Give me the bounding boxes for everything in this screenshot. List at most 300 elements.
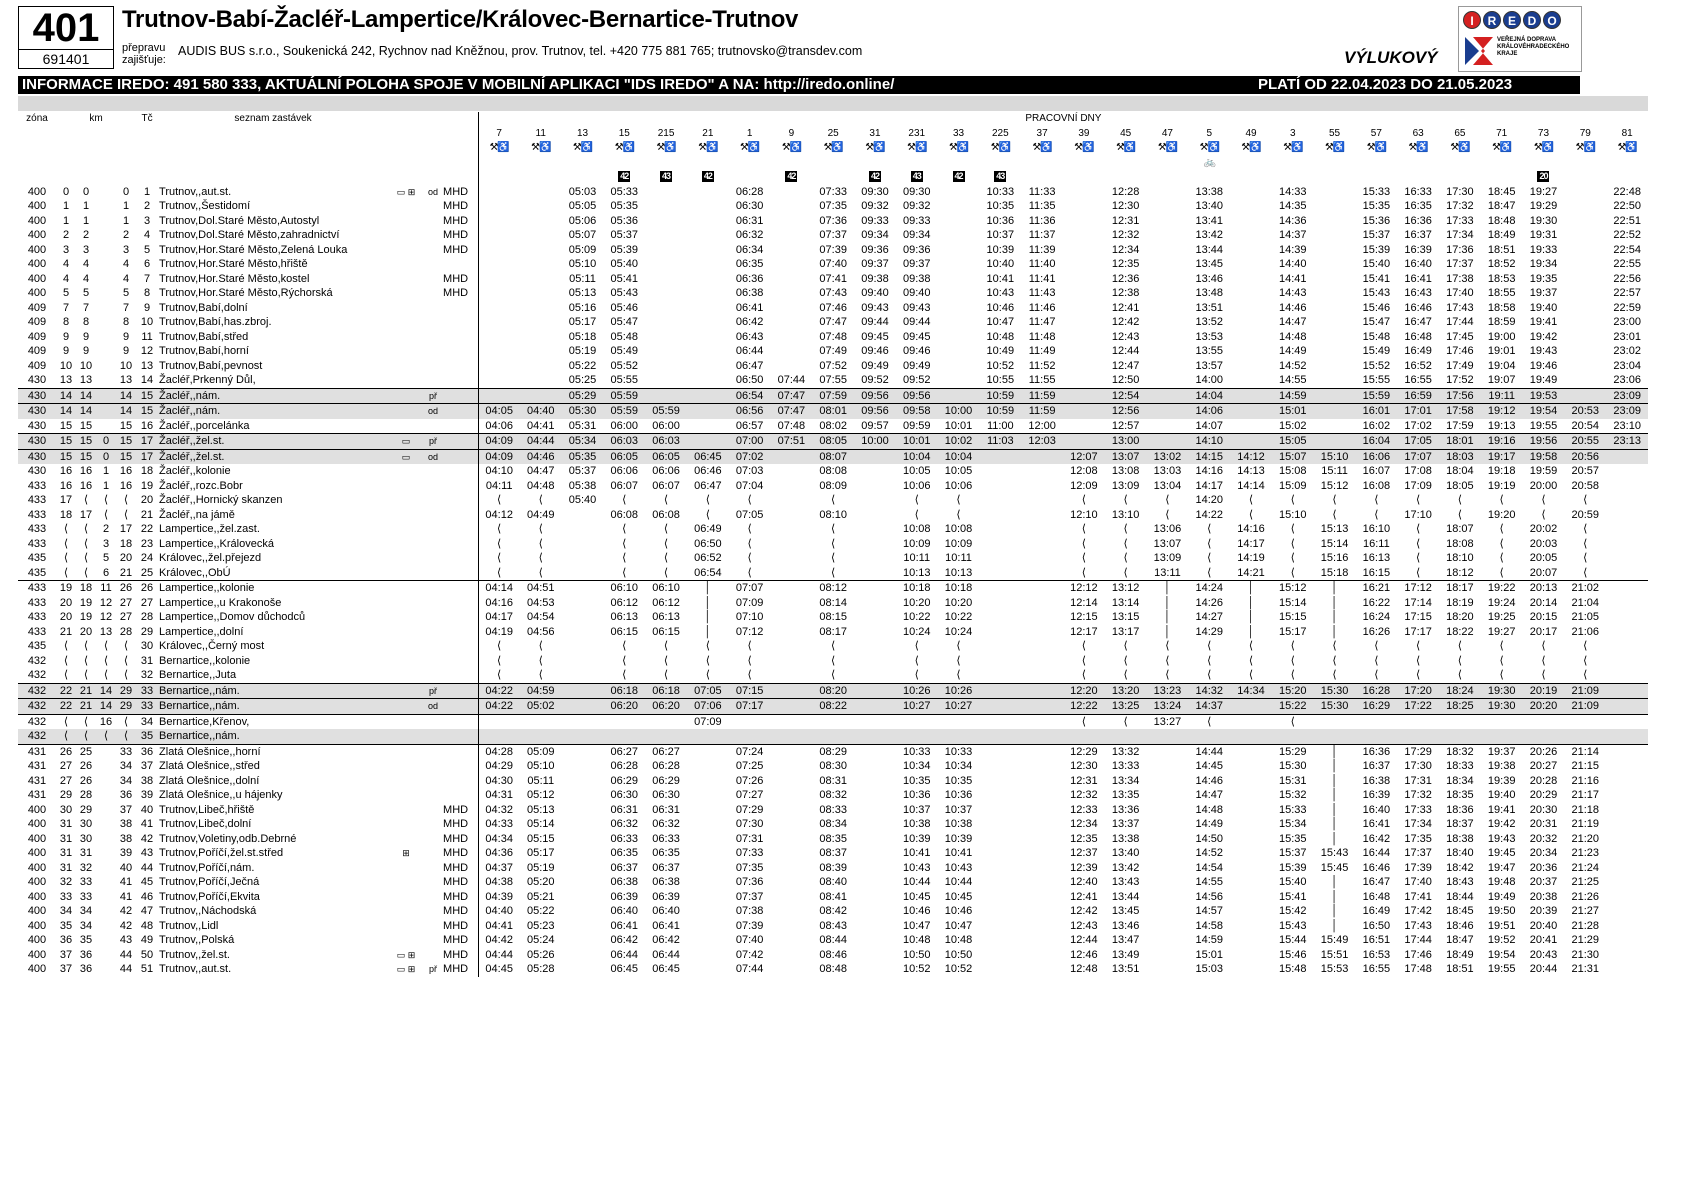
departure-time: 09:56 <box>854 388 896 404</box>
departure-time: 05:34 <box>562 434 604 450</box>
departure-time: 07:37 <box>735 890 764 903</box>
departure-time <box>1063 286 1105 301</box>
departure-time: 15:34 <box>1279 818 1307 830</box>
bicycle-icon <box>1147 156 1189 171</box>
departure-time <box>1564 185 1606 200</box>
departure-time: 17:07 <box>1397 449 1439 464</box>
stop-row <box>18 610 1648 625</box>
departure-time: ⟨ <box>1123 552 1128 564</box>
departure-time: ⟨ <box>1374 654 1379 667</box>
departure-time: ⟨ <box>1081 640 1087 652</box>
departure-time: 13:44 <box>1195 243 1223 256</box>
departure-time: ⟨ <box>538 566 543 579</box>
departure-time <box>1063 315 1105 330</box>
departure-time: 15:49 <box>1320 934 1349 946</box>
departure-time: │ <box>1331 803 1338 816</box>
bicycle-icon <box>854 156 896 171</box>
departure-time: │ <box>1247 611 1255 623</box>
departure-time <box>979 537 1021 552</box>
departure-time: ⟨ <box>622 537 627 550</box>
stop-number: 39 <box>140 789 154 801</box>
departure-time: 15:44 <box>1279 934 1307 946</box>
departure-time: ⟨ <box>622 669 627 681</box>
departure-time: │ <box>1331 611 1338 623</box>
departure-time <box>645 228 687 243</box>
departure-time: 12:31 <box>1070 774 1098 787</box>
departure-time <box>687 803 729 818</box>
mhd-label <box>442 596 478 611</box>
departure-time <box>1606 803 1648 818</box>
departure-time: 10:38 <box>902 818 931 830</box>
departure-time: 08:01 <box>812 404 854 419</box>
arr-dep <box>424 933 442 948</box>
departure-time: 12:07 <box>1063 449 1105 464</box>
departure-time: 10:22 <box>902 611 931 623</box>
workday-wheelchair-icon: ⚒♿ <box>823 142 843 153</box>
departure-time: 20:20 <box>1523 699 1565 715</box>
km: 36 <box>79 963 93 975</box>
km: 16 <box>59 465 73 477</box>
stop-symbol-icon: ⊞ <box>402 848 410 858</box>
departure-time: ⟨ <box>956 654 961 667</box>
departure-time <box>812 714 854 729</box>
departure-time <box>562 744 604 759</box>
arr-dep <box>424 199 442 214</box>
departure-time: 21:27 <box>1571 905 1600 917</box>
departure-time <box>1147 875 1189 890</box>
departure-time: 08:14 <box>819 596 847 609</box>
departure-time <box>979 962 1021 977</box>
bicycle-icon <box>1355 156 1397 171</box>
departure-time <box>1606 668 1648 683</box>
stop-symbol-icon <box>388 566 424 581</box>
departure-time <box>687 301 729 316</box>
arr-dep <box>424 581 442 596</box>
workday-wheelchair-icon: ⚒♿ <box>1074 142 1094 153</box>
departure-time: 18:01 <box>1439 434 1481 450</box>
departure-time: 18:36 <box>1446 803 1474 816</box>
mhd-label: MHD <box>443 847 469 859</box>
departure-time <box>687 359 729 374</box>
arr-dep: př <box>424 388 442 404</box>
departure-time <box>771 846 813 861</box>
km: ⟨ <box>63 552 69 564</box>
km: 1 <box>62 200 70 212</box>
departure-time <box>1230 774 1272 789</box>
note-box: 20 <box>1539 171 1548 181</box>
stop-number: 20 <box>140 494 154 506</box>
departure-time: ⟨ <box>1272 714 1314 729</box>
stop-name: Bernartice,,nám. <box>158 699 388 715</box>
departure-time <box>1147 388 1189 404</box>
km: 14 <box>76 388 96 404</box>
departure-time <box>1147 861 1189 876</box>
departure-time <box>854 464 896 479</box>
departure-time <box>645 330 687 345</box>
iredo-logo-subtitle: VEŘEJNÁ DOPRAVA KRÁLOVÉHRADECKÉHO KRAJE <box>1497 37 1570 57</box>
departure-time <box>562 919 604 934</box>
departure-time: 15:30 <box>1279 760 1307 772</box>
departure-time <box>771 243 813 258</box>
operator-info: AUDIS BUS s.r.o., Soukenická 242, Rychnov nad Kněžnou, prov. Trutnov, tel. +420 775 881 765; trutnovsko@transdev.com <box>178 44 863 58</box>
departure-time <box>771 948 813 963</box>
departure-time: 04:59 <box>520 683 562 699</box>
departure-time: 14:54 <box>1195 861 1223 874</box>
departure-time: 19:43 <box>1487 832 1516 845</box>
departure-time: 12:30 <box>1070 760 1098 772</box>
departure-time <box>562 508 604 523</box>
stop-row <box>18 581 1648 596</box>
departure-time: 15:30 <box>1314 699 1356 715</box>
departure-time: ⟨ <box>956 640 961 652</box>
departure-time: 08:02 <box>819 419 847 432</box>
departure-time: 16:42 <box>1362 832 1391 845</box>
departure-time: 14:33 <box>1279 185 1307 198</box>
departure-time: 12:41 <box>1111 301 1140 314</box>
departure-time <box>1063 330 1105 345</box>
departure-time: 12:00 <box>1028 419 1056 432</box>
departure-time: 08:09 <box>819 479 847 492</box>
departure-time <box>1314 315 1356 330</box>
arr-dep <box>424 846 442 861</box>
spacer <box>18 127 478 142</box>
departure-time: 08:29 <box>812 744 854 759</box>
trip-note <box>771 170 813 185</box>
departure-time: 06:35 <box>610 847 639 859</box>
departure-time: 14:37 <box>1279 229 1307 241</box>
departure-time <box>1606 948 1648 963</box>
trip-note <box>1355 170 1397 185</box>
workday-wheelchair-icon: ⚒♿ <box>1408 142 1428 153</box>
stop-symbol-icon <box>388 464 424 479</box>
departure-time <box>1021 479 1063 494</box>
departure-time: 14:47 <box>1279 316 1307 328</box>
km: 38 <box>119 832 133 845</box>
departure-time: 19:33 <box>1529 243 1558 256</box>
departure-time: 05:07 <box>568 229 597 241</box>
departure-time: ⟨ <box>622 654 627 667</box>
departure-time <box>1230 199 1272 214</box>
departure-time <box>520 388 562 404</box>
zone: 400 <box>27 905 47 917</box>
km: 26 <box>56 744 76 759</box>
departure-time: 20:34 <box>1529 847 1558 859</box>
departure-time: 07:44 <box>735 963 764 975</box>
departure-time <box>1523 714 1565 729</box>
departure-time <box>1021 744 1063 759</box>
stop-symbol-icon <box>388 861 424 876</box>
departure-time: ⟨ <box>1123 669 1128 681</box>
departure-time <box>1314 359 1356 374</box>
stop-number: 21 <box>140 508 154 521</box>
departure-time <box>938 373 980 388</box>
trip-number: 231 <box>908 127 926 139</box>
departure-time: 13:45 <box>1195 258 1223 270</box>
departure-time: 21:06 <box>1571 625 1600 638</box>
stop-symbol-icon <box>388 744 424 759</box>
departure-time: 16:49 <box>1362 905 1391 917</box>
departure-time <box>562 683 604 699</box>
departure-time <box>979 683 1021 699</box>
departure-time: 13:51 <box>1195 301 1223 314</box>
departure-time: ⟨ <box>478 654 520 669</box>
km: ⟨ <box>83 523 89 535</box>
bicycle-icon <box>1230 156 1272 171</box>
departure-time: 08:33 <box>819 803 847 816</box>
mhd-label <box>442 581 478 596</box>
km: 26 <box>79 774 93 787</box>
departure-time <box>562 962 604 977</box>
departure-time: 12:08 <box>1070 465 1098 477</box>
departure-time: ⟨ <box>1457 669 1463 681</box>
departure-time <box>562 904 604 919</box>
departure-time <box>1147 257 1189 272</box>
departure-time <box>771 257 813 272</box>
departure-time <box>854 551 896 566</box>
km: 6 <box>102 566 110 579</box>
departure-time <box>771 286 813 301</box>
departure-time: 06:49 <box>694 523 722 535</box>
arr-dep <box>424 759 442 774</box>
departure-time: 21:02 <box>1564 581 1606 596</box>
departure-time: 16:35 <box>1404 200 1432 212</box>
km: 9 <box>82 330 90 343</box>
departure-time <box>1314 729 1356 744</box>
departure-time <box>562 861 604 876</box>
stop-number: 1 <box>143 185 151 198</box>
departure-time <box>1021 962 1063 977</box>
departure-time <box>1439 729 1481 744</box>
departure-time: 17:38 <box>1446 272 1474 285</box>
mhd-label <box>442 699 478 715</box>
departure-time <box>1063 214 1105 229</box>
km: 33 <box>79 876 93 888</box>
departure-time: 16:53 <box>1362 948 1391 961</box>
departure-time: 06:00 <box>652 419 680 432</box>
arr-dep <box>424 243 442 258</box>
departure-time: 14:44 <box>1188 744 1230 759</box>
departure-time: 08:39 <box>819 861 847 874</box>
departure-time <box>478 330 520 345</box>
departure-time: ⟨ <box>747 552 752 564</box>
departure-time <box>1147 774 1189 789</box>
departure-time: 07:31 <box>735 832 764 845</box>
departure-time: 15:37 <box>1279 847 1307 859</box>
zone: 409 <box>27 316 47 328</box>
km: 20 <box>59 611 73 623</box>
departure-time: 17:32 <box>1404 789 1432 801</box>
departure-time <box>854 596 896 611</box>
departure-time <box>1606 759 1648 774</box>
departure-time: 12:50 <box>1111 374 1140 386</box>
departure-time: 21:23 <box>1571 847 1600 859</box>
departure-time: 13:45 <box>1111 905 1140 917</box>
departure-time: ⟨ <box>914 508 919 521</box>
departure-time: 22:55 <box>1613 258 1641 270</box>
departure-time <box>1606 890 1648 905</box>
departure-time: 10:52 <box>944 963 973 975</box>
departure-time: 07:51 <box>771 434 813 450</box>
departure-time: 08:08 <box>819 465 847 477</box>
departure-time: 05:41 <box>610 272 639 285</box>
departure-time <box>771 214 813 229</box>
departure-time: 06:08 <box>610 508 639 521</box>
stop-row <box>18 243 1648 258</box>
trip-number: 63 <box>1412 127 1424 139</box>
departure-time <box>771 359 813 374</box>
departure-time: ⟨ <box>831 552 836 564</box>
departure-time: 16:49 <box>1404 345 1432 357</box>
departure-time: 07:02 <box>729 449 771 464</box>
departure-time: ⟨ <box>1123 494 1128 506</box>
departure-time <box>1021 846 1063 861</box>
km: 21 <box>76 699 96 715</box>
km: 0 <box>96 434 116 450</box>
km: 15 <box>76 434 96 450</box>
departure-time: 08:32 <box>819 789 847 801</box>
departure-time <box>771 551 813 566</box>
departure-time: 18:03 <box>1439 449 1481 464</box>
bicycle-icon <box>1021 156 1063 171</box>
departure-time: 07:44 <box>777 374 806 386</box>
km: 1 <box>122 214 130 227</box>
departure-time: 16:41 <box>1362 818 1391 830</box>
departure-time: 17:41 <box>1404 890 1432 903</box>
stop-number: 16 <box>140 419 154 432</box>
km: 28 <box>119 625 133 638</box>
departure-time <box>979 832 1021 847</box>
stop-symbol-icon <box>388 522 424 537</box>
departure-time <box>729 714 771 729</box>
departure-time <box>562 537 604 552</box>
departure-time <box>1147 373 1189 388</box>
departure-time <box>645 388 687 404</box>
departure-time: 12:30 <box>1111 200 1140 212</box>
stop-number: 37 <box>140 760 154 772</box>
stop-name: Trutnov,,aut.st. <box>159 185 232 198</box>
stop-name: Trutnov,,Šestidomí <box>159 200 251 212</box>
stop-number: 17 <box>136 449 158 464</box>
trip-note <box>520 170 562 185</box>
departure-time: ⟨ <box>1290 552 1295 564</box>
trip-number: 49 <box>1245 127 1257 139</box>
departure-time <box>771 522 813 537</box>
stop-name: Trutnov,Babí,horní <box>159 345 249 357</box>
departure-time: 04:16 <box>478 596 520 611</box>
departure-time <box>562 948 604 963</box>
trip-number: 71 <box>1496 127 1508 139</box>
departure-time: 15:40 <box>1279 876 1307 888</box>
departure-time: 21:28 <box>1571 919 1600 932</box>
departure-time <box>1021 803 1063 818</box>
departure-time: 11:47 <box>1028 316 1056 328</box>
departure-time <box>854 522 896 537</box>
departure-time: 05:24 <box>526 934 555 946</box>
km: 3 <box>82 243 90 256</box>
departure-time <box>771 610 813 625</box>
km: 16 <box>119 465 133 477</box>
departure-time <box>603 714 645 729</box>
departure-time <box>1230 257 1272 272</box>
departure-time <box>979 948 1021 963</box>
departure-time <box>562 729 604 744</box>
arr-dep: od <box>424 449 442 464</box>
departure-time: 16:39 <box>1404 243 1432 256</box>
departure-time: ⟨ <box>1583 537 1588 550</box>
stop-row <box>18 199 1648 214</box>
departure-time: 04:44 <box>478 948 520 963</box>
arr-dep <box>424 654 442 669</box>
stop-row <box>18 464 1648 479</box>
departure-time: 17:56 <box>1439 388 1481 404</box>
col-blank <box>388 112 478 127</box>
departure-time <box>1147 419 1189 434</box>
departure-time: 13:48 <box>1195 287 1223 299</box>
departure-time: 05:11 <box>527 774 555 787</box>
arr-dep: od <box>424 699 442 715</box>
departure-time: 10:47 <box>986 316 1015 328</box>
departure-time: 10:05 <box>944 465 973 477</box>
departure-time: ⟨ <box>1123 537 1128 550</box>
departure-time: 14:52 <box>1195 847 1223 859</box>
stop-name: Bernartice,,Juta <box>159 669 237 681</box>
departure-time: ⟨ <box>1207 669 1212 681</box>
departure-time: ⟨ <box>1290 537 1295 550</box>
departure-time <box>1147 301 1189 316</box>
departure-time <box>1230 729 1272 744</box>
departure-time: 10:40 <box>986 258 1015 270</box>
km: 1 <box>62 214 70 227</box>
stop-row <box>18 330 1648 345</box>
departure-time: 10:46 <box>902 905 931 917</box>
stop-symbol-icon <box>388 788 424 803</box>
departure-time: 04:41 <box>526 419 555 432</box>
trip-number: 25 <box>827 127 839 139</box>
departure-time: 04:29 <box>478 759 520 774</box>
departure-time: 05:46 <box>610 301 639 314</box>
departure-time: 07:47 <box>771 404 813 419</box>
departure-time <box>1063 272 1105 287</box>
km: 19 <box>79 596 93 609</box>
departure-time: 10:09 <box>944 537 973 550</box>
departure-time <box>1314 373 1356 388</box>
departure-time: ⟨ <box>1081 669 1087 681</box>
departure-time: 19:11 <box>1481 388 1523 404</box>
stop-number: 7 <box>143 272 151 285</box>
departure-time: 16:59 <box>1397 388 1439 404</box>
departure-time: 15:14 <box>1279 596 1307 609</box>
departure-time: 08:05 <box>812 434 854 450</box>
departure-time: 15:40 <box>1362 258 1391 270</box>
departure-time <box>645 359 687 374</box>
zone: 433 <box>27 596 47 609</box>
departure-time: 16:55 <box>1362 963 1391 975</box>
departure-time: 10:55 <box>986 374 1015 386</box>
trip-note <box>896 170 938 185</box>
departure-time: 06:52 <box>694 552 722 564</box>
departure-time <box>854 803 896 818</box>
km: ⟨ <box>83 494 89 506</box>
departure-time: 16:04 <box>1355 434 1397 450</box>
trip-note <box>729 170 771 185</box>
mhd-label <box>442 479 478 494</box>
km: 31 <box>59 861 73 874</box>
workday-wheelchair-icon: ⚒♿ <box>1533 142 1554 153</box>
bicycle-icon <box>1564 156 1606 171</box>
departure-time: 07:07 <box>729 581 771 596</box>
departure-time <box>645 729 687 744</box>
km: ⟨ <box>116 714 136 729</box>
